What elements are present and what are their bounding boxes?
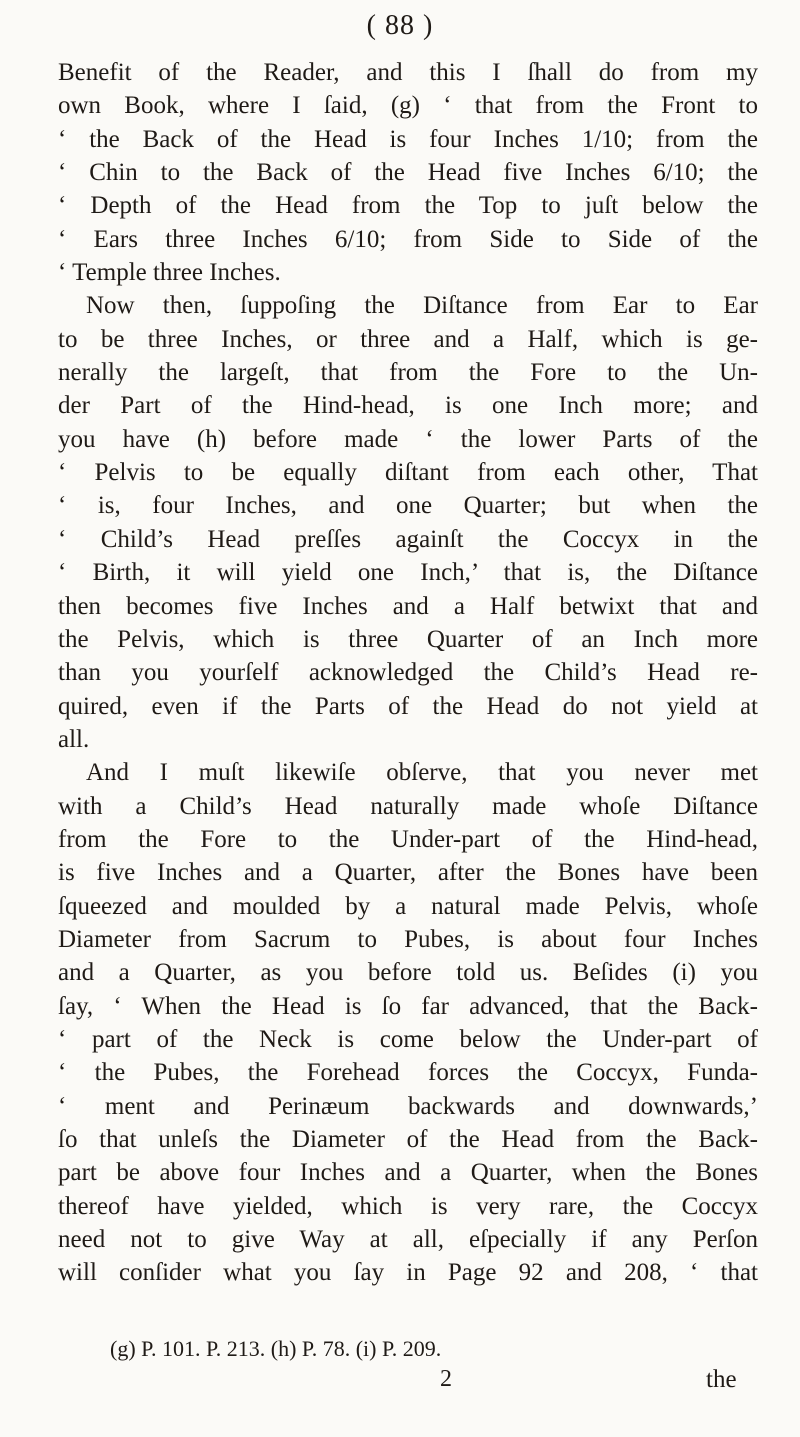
text-line: then becomes five Inches and a Half betwixt that and (58, 592, 758, 620)
text-line: ‘ Temple three Inches. (58, 259, 281, 287)
page-number: ( 88 ) (366, 10, 434, 41)
text-line: and a Quarter, as you before told us. Beſides (i) you (58, 959, 758, 987)
text-line: than you yourſelf acknowledged the Child’s Head re- (58, 659, 758, 687)
text-line: nerally the largeſt, that from the Fore to the Un- (58, 359, 758, 387)
text-line: thereof have yielded, which is very rare, the Coccyx (58, 1192, 758, 1220)
text-line: ‘ the Back of the Head is four Inches 1/10; from the (58, 125, 758, 153)
text-line: der Part of the Hind-head, is one Inch more; and (58, 392, 758, 420)
text-line: from the Fore to the Under-part of the Hind-head, (58, 825, 758, 853)
text-line: is five Inches and a Quarter, after the Bones have been (58, 859, 758, 887)
text-line: all. (58, 725, 90, 753)
body-text (58, 56, 758, 1290)
text-line: Now then, ſuppoſing the Diſtance from Ear to Ear (86, 292, 758, 320)
text-line: ſay, ‘ When the Head is ſo far advanced, that the Back- (58, 992, 758, 1020)
text-line: ‘ Pelvis to be equally diſtant from each other, That (58, 459, 758, 487)
text-line: ‘ ment and Perinæum backwards and downwards,’ (58, 1092, 758, 1120)
text-line: need not to give Way at all, eſpecially if any Perſon (58, 1226, 758, 1254)
footnotes: (g) P. 101. P. 213. (h) P. 78. (i) P. 209. (110, 1336, 442, 1361)
text-line: own Book, where I ſaid, (g) ‘ that from the Front to (58, 92, 758, 120)
text-line: ‘ Depth of the Head from the Top to juſt below the (58, 192, 758, 220)
text-line: the Pelvis, which is three Quarter of an Inch more (58, 625, 758, 653)
text-line: ‘ Ears three Inches 6/10; from Side to Side of the (58, 225, 758, 253)
text-line: ‘ is, four Inches, and one Quarter; but when the (58, 492, 758, 520)
text-line: Diameter from Sacrum to Pubes, is about four Inches (58, 925, 758, 953)
text-line: ‘ part of the Neck is come below the Under-part of (58, 1025, 758, 1053)
text-line: with a Child’s Head naturally made whoſe Diſtance (58, 792, 758, 820)
text-line: And I muſt likewiſe obſerve, that you never met (86, 759, 758, 787)
text-line: ſqueezed and moulded by a natural made Pelvis, whoſe (58, 892, 758, 920)
text-line: ‘ Birth, it will yield one Inch,’ that is, the Diſtance (58, 559, 758, 587)
text-line: Benefit of the Reader, and this I ſhall do from my (58, 59, 758, 86)
catchword: the (706, 1366, 737, 1393)
text-line: ſo that unleſs the Diameter of the Head from the Back- (58, 1126, 758, 1153)
text-line: quired, even if the Parts of the Head do not yield at (58, 692, 758, 720)
text-line: you have (h) before made ‘ the lower Parts of the (58, 425, 758, 453)
text-line: to be three Inches, or three and a Half, which is ge- (58, 325, 758, 353)
text-line: ‘ the Pubes, the Forehead forces the Coccyx, Funda- (58, 1059, 758, 1087)
text-line: will conſider what you ſay in Page 92 and 208, ‘ that (58, 1259, 758, 1287)
text-line: ‘ Child’s Head preſſes againſt the Coccyx in the (58, 525, 758, 553)
text-line: part be above four Inches and a Quarter, when the Bones (58, 1159, 758, 1187)
signature-mark: 2 (440, 1366, 452, 1392)
text-line: ‘ Chin to the Back of the Head five Inches 6/10; the (58, 159, 758, 187)
